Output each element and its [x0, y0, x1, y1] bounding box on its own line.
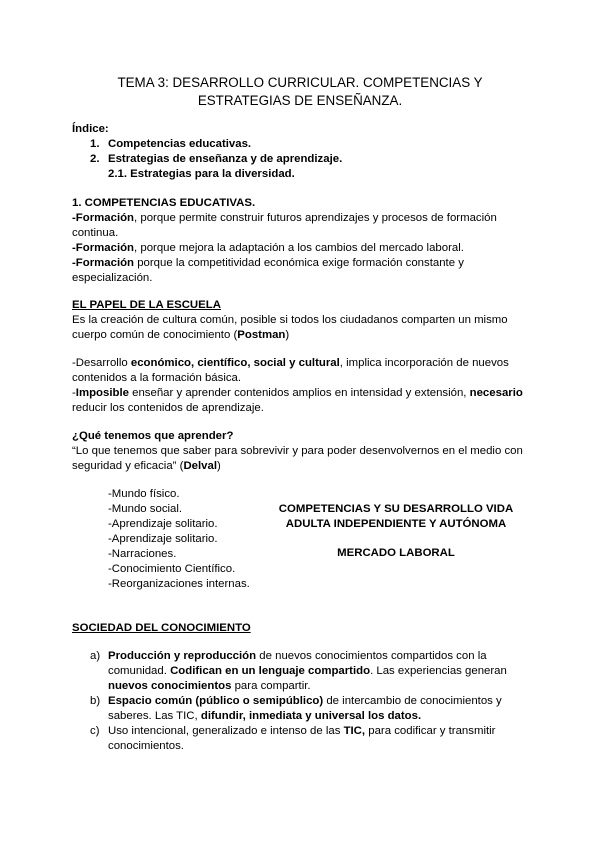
sociedad-item-b — [108, 694, 502, 724]
list-marker-a: a) — [90, 650, 101, 662]
bold-term: necesario — [469, 387, 523, 399]
text-line: continua. — [72, 227, 119, 239]
text-run: comunidad. — [108, 665, 171, 677]
document-title-line-2: ESTRATEGIAS DE ENSEÑANZA. — [197, 93, 403, 108]
bold-term: TIC, — [343, 725, 366, 737]
text-run: ) — [217, 460, 221, 472]
list-item: -Aprendizaje solitario. — [108, 518, 218, 530]
bold-term: -Formación — [72, 242, 135, 254]
author-name: Delval — [183, 460, 217, 472]
list-item: -Mundo físico. — [108, 488, 180, 500]
competencias-paragraph — [72, 211, 497, 286]
index-item-number: 2. — [90, 153, 100, 165]
text-line: contenidos a la formación básica. — [72, 372, 242, 384]
index-item — [90, 152, 510, 167]
bold-term: -Formación — [72, 212, 135, 224]
bold-term: Espacio común (público o semipúblico) — [108, 695, 324, 707]
document-title-line-1: TEMA 3: DESARROLLO CURRICULAR. COMPETENCIAS Y — [117, 75, 483, 90]
text-run: - — [72, 387, 76, 399]
index-item-text: Estrategias de enseñanza y de aprendizaje. — [108, 153, 343, 165]
text-run: , porque permite construir futuros aprendizajes y procesos de formación — [134, 212, 497, 224]
text-run: . Las experiencias generan — [370, 665, 507, 677]
list-item: -Reorganizaciones internas. — [108, 578, 250, 590]
text-run: de intercambio de conocimientos y — [323, 695, 502, 707]
text-run: , implica incorporación de nuevos — [339, 357, 509, 369]
section-heading-aprender: ¿Qué tenemos que aprender? — [72, 430, 234, 442]
section-heading-competencias: 1. COMPETENCIAS EDUCATIVAS. — [72, 197, 256, 209]
bold-term: económico, científico, social y cultural — [130, 357, 340, 369]
text-line: Es la creación de cultura común, posible si todos los ciudadanos comparten un mismo — [72, 314, 508, 326]
bold-term: -Formación — [72, 257, 135, 269]
text-line: “Lo que tenemos que saber para sobrevivir y para poder desenvolvernos en el medio con — [72, 445, 523, 457]
index-item-number: 1. — [90, 138, 100, 150]
index-item-text: Competencias educativas. — [108, 138, 252, 150]
list-marker-b: b) — [90, 695, 101, 707]
escuela-desarrollo-paragraph — [72, 356, 523, 416]
text-line: reducir los contenidos de aprendizaje. — [72, 402, 264, 414]
text-run: -Desarrollo — [72, 357, 131, 369]
author-name: Postman — [237, 329, 286, 341]
escuela-paragraph — [72, 313, 508, 343]
text-line: especialización. — [72, 272, 153, 284]
list-item: -Narraciones. — [108, 548, 177, 560]
sociedad-item-a — [108, 649, 507, 694]
text-run: de nuevos conocimientos compartidos con la — [256, 650, 487, 662]
text-run: seguridad y eficacia” ( — [72, 460, 184, 472]
sociedad-item-c — [108, 724, 495, 754]
bold-term: Producción y reproducción — [108, 650, 257, 662]
text-run: Uso intencional, generalizado e intenso de las — [108, 725, 344, 737]
text-run: ) — [285, 329, 290, 341]
index-heading: Índice: — [72, 123, 109, 135]
mercado-laboral: MERCADO LABORAL — [337, 547, 455, 559]
text-line: conocimientos. — [108, 740, 184, 752]
list-item: -Aprendizaje solitario. — [108, 533, 218, 545]
text-run: porque la competitividad económica exige formación constante y — [134, 257, 464, 269]
text-run: saberes. Las TIC, — [108, 710, 201, 722]
text-run: cuerpo común de conocimiento ( — [72, 329, 238, 341]
learning-list — [108, 487, 250, 592]
text-run: para compartir. — [231, 680, 311, 692]
delval-quote — [72, 444, 523, 474]
bold-term: Imposible — [75, 387, 129, 399]
index-subitem: 2.1. Estrategias para la diversidad. — [108, 168, 295, 180]
section-heading-sociedad: SOCIEDAD DEL CONOCIMIENTO — [72, 622, 251, 634]
bold-term: nuevos conocimientos — [108, 680, 232, 692]
bold-term: Codifican en un lenguaje compartido — [170, 665, 371, 677]
section-heading-escuela: EL PAPEL DE LA ESCUELA — [72, 299, 221, 311]
list-marker-c: c) — [90, 725, 100, 737]
text-run: , porque mejora la adaptación a los cambios del mercado laboral. — [134, 242, 464, 254]
bold-term: difundir, inmediata y universal los datos. — [200, 710, 422, 722]
list-item: -Mundo social. — [108, 503, 183, 515]
index-list — [90, 137, 510, 167]
text-run: para codificar y transmitir — [365, 725, 496, 737]
competencias-vida-line-1: COMPETENCIAS Y SU DESARROLLO VIDA — [278, 503, 514, 515]
text-run: enseñar y aprender contenidos amplios en intensidad y extensión, — [128, 387, 470, 399]
list-item: -Conocimiento Científico. — [108, 563, 236, 575]
competencias-vida-line-2: ADULTA INDEPENDIENTE Y AUTÓNOMA — [285, 518, 507, 530]
index-item — [90, 137, 510, 152]
